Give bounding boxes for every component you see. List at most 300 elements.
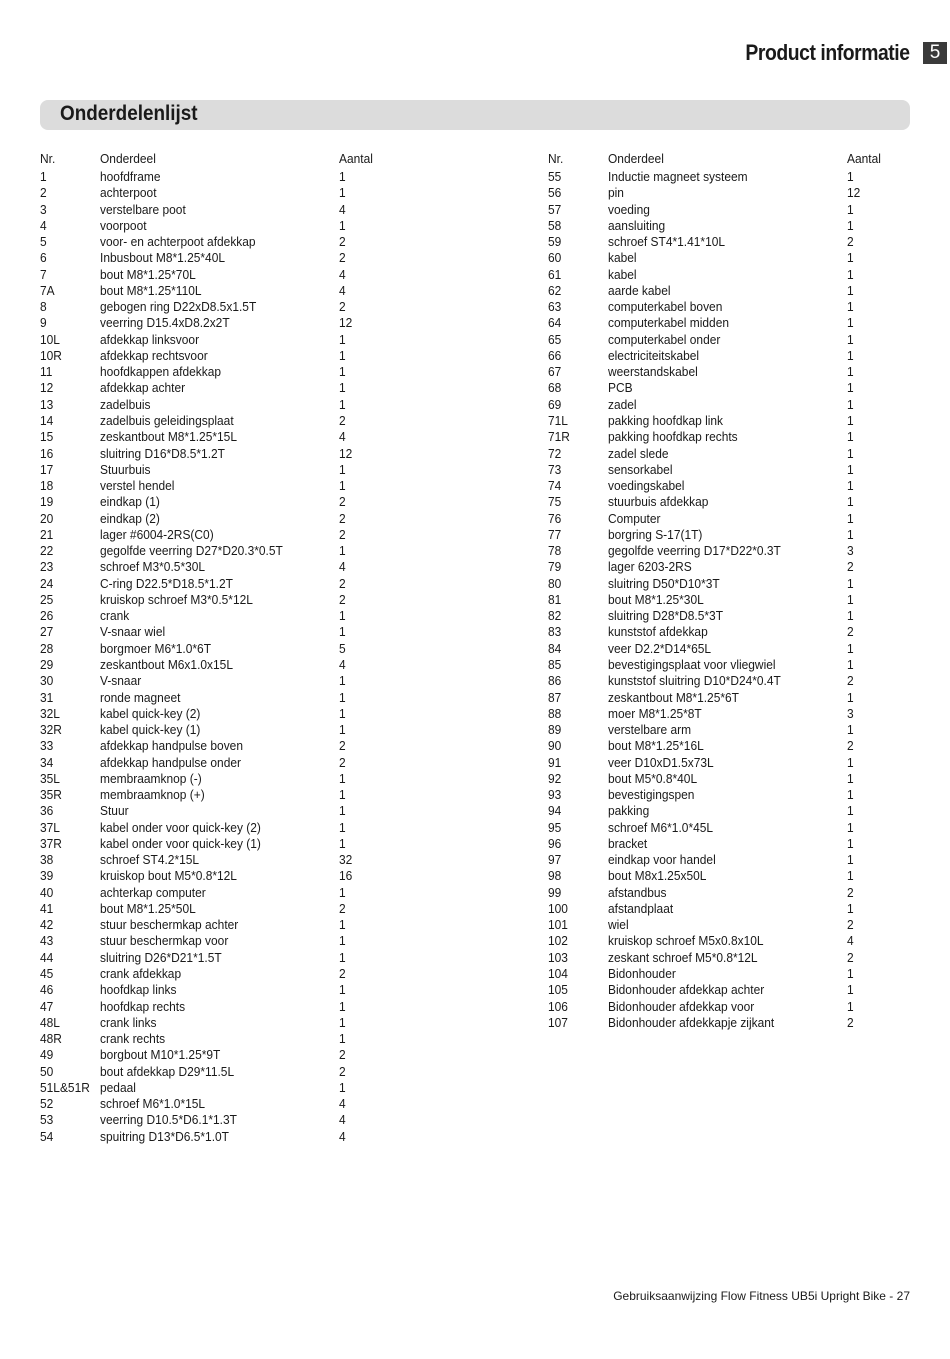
part-name: gegolfde veerring D17*D22*0.3T — [608, 543, 781, 559]
part-quantity: 2 — [339, 738, 346, 754]
table-row — [548, 657, 908, 673]
part-number: 52 — [40, 1096, 54, 1112]
part-name: zeskantbout M6x1.0x15L — [100, 656, 233, 672]
part-name: electriciteitskabel — [608, 347, 700, 363]
part-number: 79 — [548, 559, 562, 575]
part-name: stuur beschermkap achter — [100, 917, 239, 933]
part-quantity: 1 — [847, 591, 854, 607]
table-row — [40, 202, 400, 218]
parts-table-right — [548, 150, 908, 1031]
part-quantity: 2 — [847, 234, 854, 250]
part-quantity: 32 — [339, 852, 353, 868]
column-header-qty: Aantal — [847, 151, 881, 166]
part-quantity: 1 — [339, 1079, 346, 1095]
part-name: aansluiting — [608, 217, 666, 233]
part-number: 18 — [40, 478, 54, 494]
table-row — [40, 771, 400, 787]
part-quantity: 1 — [847, 217, 854, 233]
part-name: bout M8*1.25*110L — [100, 282, 202, 298]
part-name: V-snaar — [100, 673, 142, 689]
chapter-number-badge: 5 — [923, 42, 947, 64]
part-number: 11 — [40, 364, 53, 380]
part-quantity: 1 — [847, 250, 854, 266]
table-row — [40, 315, 400, 331]
part-quantity: 1 — [847, 526, 854, 542]
part-name: lager #6004-2RS(C0) — [100, 526, 214, 542]
part-name: stuurbuis afdekkap — [608, 494, 709, 510]
part-quantity: 1 — [847, 169, 854, 184]
part-quantity: 4 — [847, 933, 854, 949]
part-number: 45 — [40, 966, 54, 982]
table-row — [40, 999, 400, 1015]
part-number: 72 — [548, 445, 562, 461]
part-number: 25 — [40, 591, 54, 607]
part-quantity: 1 — [847, 315, 854, 331]
part-number: 100 — [548, 900, 568, 916]
part-number: 44 — [40, 949, 54, 965]
part-number: 8 — [40, 299, 47, 315]
part-number: 107 — [548, 1014, 568, 1030]
table-row — [548, 966, 908, 982]
part-name: kruiskop bout M5*0.8*12L — [100, 868, 237, 884]
part-quantity: 2 — [339, 966, 346, 982]
part-number: 30 — [40, 673, 54, 689]
part-quantity: 1 — [339, 543, 346, 559]
table-row — [40, 641, 400, 657]
part-name: pakking hoofdkap link — [608, 412, 724, 428]
table-row — [548, 511, 908, 527]
part-name: bout M8*1.25*70L — [100, 266, 196, 282]
part-quantity: 3 — [847, 705, 854, 721]
part-name: sensorkabel — [608, 461, 673, 477]
part-quantity: 2 — [339, 510, 346, 526]
table-row — [548, 397, 908, 413]
part-number: 29 — [40, 656, 54, 672]
part-number: 23 — [40, 559, 54, 575]
part-name: sluitring D16*D8.5*1.2T — [100, 445, 225, 461]
part-name: Inductie magneet systeem — [608, 169, 748, 184]
part-quantity: 1 — [847, 608, 854, 624]
part-number: 58 — [548, 217, 562, 233]
part-number: 71L — [548, 412, 568, 428]
part-name: achterkap computer — [100, 884, 206, 900]
part-name: kabel — [608, 266, 637, 282]
part-quantity: 1 — [847, 803, 854, 819]
part-quantity: 1 — [847, 900, 854, 916]
part-quantity: 3 — [847, 543, 854, 559]
part-number: 38 — [40, 852, 54, 868]
section-title: Onderdelenlijst — [60, 102, 198, 125]
part-name: kunststof sluitring D10*D24*0.4T — [608, 673, 781, 689]
table-row — [40, 1031, 400, 1047]
part-number: 5 — [40, 234, 47, 250]
part-name: afstandbus — [608, 884, 667, 900]
part-number: 32R — [40, 722, 62, 738]
part-number: 37L — [40, 819, 60, 835]
part-name: kabel quick-key (1) — [100, 722, 201, 738]
table-row — [40, 966, 400, 982]
part-quantity: 1 — [847, 364, 854, 380]
part-name: verstelbare poot — [100, 201, 186, 217]
table-row — [548, 771, 908, 787]
part-number: 90 — [548, 738, 562, 754]
table-row — [40, 527, 400, 543]
part-number: 78 — [548, 543, 562, 559]
table-row — [548, 706, 908, 722]
part-number: 84 — [548, 640, 562, 656]
table-row — [40, 429, 400, 445]
part-quantity: 1 — [339, 478, 346, 494]
part-name: PCB — [608, 380, 633, 396]
part-name: Stuurbuis — [100, 461, 151, 477]
part-number: 37R — [40, 835, 62, 851]
table-row — [548, 315, 908, 331]
part-number: 14 — [40, 412, 54, 428]
part-name: schroef M6*1.0*15L — [100, 1096, 206, 1112]
table-row — [40, 299, 400, 315]
part-quantity: 4 — [339, 656, 346, 672]
table-row — [40, 787, 400, 803]
part-quantity: 4 — [339, 282, 346, 298]
part-name: ronde magneet — [100, 689, 181, 705]
table-row — [548, 202, 908, 218]
part-quantity: 2 — [847, 917, 854, 933]
part-quantity: 1 — [847, 982, 854, 998]
part-name: afdekkap rechtsvoor — [100, 347, 208, 363]
table-row — [40, 364, 400, 380]
part-number: 91 — [548, 754, 562, 770]
part-quantity: 4 — [339, 1112, 346, 1128]
part-number: 83 — [548, 624, 562, 640]
part-number: 19 — [40, 494, 54, 510]
table-row — [40, 413, 400, 429]
table-row — [548, 820, 908, 836]
table-row — [40, 836, 400, 852]
part-quantity: 1 — [847, 819, 854, 835]
part-name: veerring D10.5*D6.1*1.3T — [100, 1112, 237, 1128]
part-number: 61 — [548, 266, 562, 282]
part-quantity: 2 — [339, 1047, 346, 1063]
part-number: 4 — [40, 217, 47, 233]
part-quantity: 1 — [339, 917, 346, 933]
part-name: schroef M3*0.5*30L — [100, 559, 206, 575]
part-quantity: 16 — [339, 868, 353, 884]
table-row — [40, 901, 400, 917]
part-name: gegolfde veerring D27*D20.3*0.5T — [100, 543, 283, 559]
table-row — [40, 1112, 400, 1128]
table-row — [40, 982, 400, 998]
part-name: Inbusbout M8*1.25*40L — [100, 250, 226, 266]
part-quantity: 12 — [847, 185, 861, 201]
table-row — [40, 380, 400, 396]
table-row — [40, 755, 400, 771]
part-name: verstel hendel — [100, 478, 175, 494]
part-name: computerkabel onder — [608, 331, 721, 347]
table-row — [548, 299, 908, 315]
table-row — [548, 218, 908, 234]
table-row — [548, 738, 908, 754]
part-number: 106 — [548, 998, 568, 1014]
part-number: 20 — [40, 510, 54, 526]
part-number: 17 — [40, 461, 54, 477]
table-row — [40, 478, 400, 494]
part-number: 88 — [548, 705, 562, 721]
part-number: 80 — [548, 575, 562, 591]
part-name: bout M8*1.25*50L — [100, 900, 196, 916]
part-number: 31 — [40, 689, 54, 705]
part-number: 65 — [548, 331, 562, 347]
part-name: afstandplaat — [608, 900, 674, 916]
part-quantity: 1 — [847, 445, 854, 461]
table-row — [548, 982, 908, 998]
part-number: 48L — [40, 1014, 60, 1030]
part-quantity: 1 — [847, 412, 854, 428]
table-row — [40, 885, 400, 901]
table-row — [40, 1047, 400, 1063]
part-quantity: 1 — [847, 429, 854, 445]
table-row — [548, 283, 908, 299]
part-name: zadel — [608, 396, 637, 412]
table-row — [548, 608, 908, 624]
table-row — [548, 787, 908, 803]
part-name: afdekkap handpulse boven — [100, 738, 243, 754]
table-row — [40, 267, 400, 283]
part-quantity: 1 — [339, 364, 346, 380]
part-number: 60 — [548, 250, 562, 266]
part-quantity: 12 — [339, 445, 353, 461]
table-row — [40, 917, 400, 933]
part-name: crank — [100, 608, 130, 624]
part-name: zadel slede — [608, 445, 669, 461]
part-quantity: 1 — [847, 575, 854, 591]
part-quantity: 1 — [339, 185, 346, 201]
part-number: 24 — [40, 575, 54, 591]
part-number: 2 — [40, 185, 47, 201]
part-number: 67 — [548, 364, 562, 380]
part-name: computerkabel boven — [608, 299, 723, 315]
part-quantity: 2 — [339, 412, 346, 428]
part-number: 12 — [40, 380, 54, 396]
part-quantity: 1 — [339, 169, 346, 184]
table-row — [40, 511, 400, 527]
part-name: bracket — [608, 835, 648, 851]
part-name: membraamknop (-) — [100, 770, 202, 786]
table-header-row — [40, 150, 400, 168]
part-name: veer D10xD1.5x73L — [608, 754, 714, 770]
part-number: 96 — [548, 835, 562, 851]
table-row — [40, 657, 400, 673]
part-quantity: 4 — [339, 266, 346, 282]
part-name: Stuur — [100, 803, 129, 819]
part-quantity: 1 — [339, 380, 346, 396]
table-row — [40, 1080, 400, 1096]
part-number: 97 — [548, 852, 562, 868]
part-number: 87 — [548, 689, 562, 705]
part-name: membraamknop (+) — [100, 787, 205, 803]
part-quantity: 1 — [847, 461, 854, 477]
part-quantity: 1 — [339, 787, 346, 803]
part-number: 51L&51R — [40, 1079, 90, 1095]
part-number: 103 — [548, 949, 568, 965]
table-row — [40, 690, 400, 706]
part-number: 101 — [548, 917, 568, 933]
table-row — [548, 690, 908, 706]
part-quantity: 2 — [847, 1014, 854, 1030]
part-quantity: 1 — [847, 656, 854, 672]
part-number: 35L — [40, 770, 60, 786]
part-quantity: 1 — [339, 949, 346, 965]
part-number: 95 — [548, 819, 562, 835]
column-header-nr: Nr. — [40, 151, 56, 166]
part-quantity: 2 — [339, 234, 346, 250]
part-quantity: 2 — [847, 738, 854, 754]
part-quantity: 4 — [339, 1128, 346, 1144]
part-quantity: 1 — [339, 331, 346, 347]
part-quantity: 1 — [847, 347, 854, 363]
part-name: bout M8*1.25*30L — [608, 591, 704, 607]
part-number: 54 — [40, 1128, 54, 1144]
table-row — [40, 1064, 400, 1080]
table-row — [40, 234, 400, 250]
part-quantity: 2 — [339, 526, 346, 542]
part-number: 92 — [548, 770, 562, 786]
part-quantity: 1 — [339, 819, 346, 835]
part-number: 86 — [548, 673, 562, 689]
part-quantity: 1 — [847, 868, 854, 884]
part-name: Bidonhouder afdekkap voor — [608, 998, 755, 1014]
part-number: 7 — [40, 266, 47, 282]
part-name: kruiskop schroef M5x0.8x10L — [608, 933, 764, 949]
part-name: borgbout M10*1.25*9T — [100, 1047, 221, 1063]
part-name: lager 6203-2RS — [608, 559, 692, 575]
table-row — [548, 234, 908, 250]
table-row — [548, 478, 908, 494]
part-name: crank links — [100, 1014, 157, 1030]
part-name: bout M8x1.25x50L — [608, 868, 707, 884]
part-number: 98 — [548, 868, 562, 884]
part-name: sluitring D28*D8.5*3T — [608, 608, 724, 624]
part-name: bevestigingsplaat voor vliegwiel — [608, 656, 776, 672]
part-name: hoofdframe — [100, 169, 161, 184]
part-quantity: 1 — [847, 282, 854, 298]
part-name: bout afdekkap D29*11.5L — [100, 1063, 235, 1079]
part-quantity: 2 — [847, 624, 854, 640]
table-row — [548, 852, 908, 868]
part-number: 68 — [548, 380, 562, 396]
part-name: veerring D15.4xD8.2x2T — [100, 315, 230, 331]
table-row — [40, 738, 400, 754]
part-quantity: 1 — [847, 722, 854, 738]
part-quantity: 2 — [339, 754, 346, 770]
part-quantity: 1 — [339, 803, 346, 819]
part-quantity: 1 — [847, 396, 854, 412]
part-name: verstelbare arm — [608, 722, 692, 738]
page-header-title: Product informatie — [745, 40, 910, 65]
part-number: 15 — [40, 429, 54, 445]
part-name: V-snaar wiel — [100, 624, 166, 640]
table-row — [40, 803, 400, 819]
part-number: 74 — [548, 478, 562, 494]
part-quantity: 1 — [339, 705, 346, 721]
part-number: 94 — [548, 803, 562, 819]
part-number: 102 — [548, 933, 568, 949]
part-name: Bidonhouder — [608, 966, 676, 982]
part-name: voedingskabel — [608, 478, 685, 494]
table-row — [40, 446, 400, 462]
parts-table-left — [40, 150, 400, 1145]
part-number: 41 — [40, 900, 54, 916]
part-number: 3 — [40, 201, 47, 217]
part-number: 10L — [40, 331, 60, 347]
part-quantity: 4 — [339, 201, 346, 217]
table-row — [548, 543, 908, 559]
part-name: eindkap (2) — [100, 510, 160, 526]
part-name: gebogen ring D22xD8.5x1.5T — [100, 299, 257, 315]
part-number: 49 — [40, 1047, 54, 1063]
table-row — [548, 868, 908, 884]
table-row — [40, 1096, 400, 1112]
part-number: 89 — [548, 722, 562, 738]
table-row — [40, 706, 400, 722]
part-number: 9 — [40, 315, 47, 331]
table-row — [548, 950, 908, 966]
part-number: 85 — [548, 656, 562, 672]
table-row — [548, 803, 908, 819]
part-quantity: 1 — [339, 1031, 346, 1047]
part-number: 104 — [548, 966, 568, 982]
part-quantity: 2 — [339, 299, 346, 315]
part-name: zadelbuis geleidingsplaat — [100, 412, 234, 428]
part-quantity: 1 — [847, 266, 854, 282]
part-name: aarde kabel — [608, 282, 671, 298]
part-name: pin — [608, 185, 624, 201]
part-name: schroef ST4*1.41*10L — [608, 234, 726, 250]
table-row — [40, 348, 400, 364]
part-quantity: 2 — [339, 1063, 346, 1079]
part-quantity: 1 — [339, 689, 346, 705]
part-number: 63 — [548, 299, 562, 315]
table-row — [40, 1015, 400, 1031]
part-quantity: 1 — [339, 217, 346, 233]
part-number: 76 — [548, 510, 562, 526]
part-quantity: 1 — [339, 1014, 346, 1030]
part-name: pakking — [608, 803, 650, 819]
part-number: 42 — [40, 917, 54, 933]
part-name: eindkap (1) — [100, 494, 160, 510]
part-name: zadelbuis — [100, 396, 151, 412]
part-name: veer D2.2*D14*65L — [608, 640, 712, 656]
part-quantity: 1 — [339, 624, 346, 640]
part-number: 1 — [40, 169, 47, 184]
table-row — [40, 462, 400, 478]
part-quantity: 5 — [339, 640, 346, 656]
table-row — [548, 576, 908, 592]
part-quantity: 2 — [847, 673, 854, 689]
table-row — [548, 559, 908, 575]
part-quantity: 2 — [339, 250, 346, 266]
table-row — [40, 559, 400, 575]
part-name: sluitring D50*D10*3T — [608, 575, 720, 591]
part-quantity: 1 — [847, 770, 854, 786]
part-number: 50 — [40, 1063, 54, 1079]
table-row — [40, 283, 400, 299]
part-quantity: 1 — [847, 754, 854, 770]
table-row — [40, 332, 400, 348]
table-row — [548, 462, 908, 478]
table-row — [548, 446, 908, 462]
part-name: bout M8*1.25*16L — [608, 738, 704, 754]
part-name: zeskantbout M8*1.25*6T — [608, 689, 739, 705]
